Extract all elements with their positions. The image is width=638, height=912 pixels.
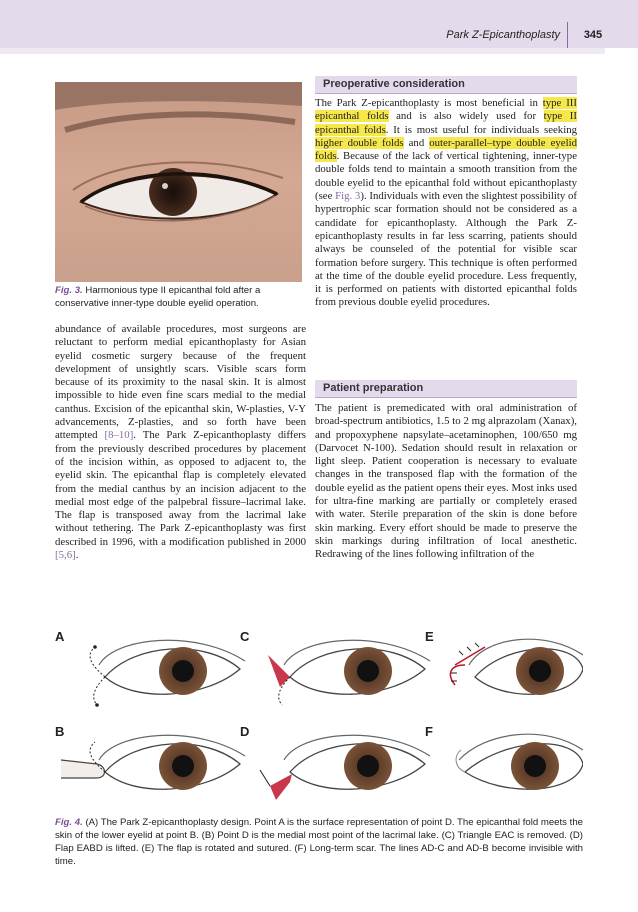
preoperative-text <box>315 97 577 310</box>
patient-preparation-paragraph: The patient is premedicated with oral administration of broad-spectrum antibiotics, 1.5 to 2 mg alprazolam (Xanax), and propoxyphene napsylate–acetaminophen, 100/650 mg (Darvocet N-100). Sedation should result in relaxation or light sleep. Patient cooperation is necessary to evaluate changes in the transposed flap with the formation of the double eyelid as the patient opens their eyes. Most inks used for ultra-fine marking are partially or completely erased with water. Sterile preparation of the skin is done before skin marking. Every effort should be made to preserve the skin markings during infiltration of local anesthetic. Redrawing of the lines following infiltration of the <box>315 402 577 561</box>
running-title: Park Z-Epicanthoplasty <box>446 29 560 41</box>
page-number: 345 <box>583 29 603 41</box>
text-run: ). Individuals with even the slightest possibility of hypertrophic scar formation should not be considered as a candidate for epicanthoplasty. Although the Park Z-epicanthoplasty results in far less scarring, patients should always be counseled of the potential for visible scar formation before surgery. This technique is often performed at the time of the double eyelid procedure. Less frequently, it is performed on patients with distorted epicanthal folds from previous double eyelid procedures. <box>315 190 577 309</box>
section-heading-patient-preparation <box>315 380 577 398</box>
section-heading-text: Patient preparation <box>323 382 424 394</box>
citation-link[interactable]: [8–10] <box>104 429 134 442</box>
section-heading-preoperative <box>315 76 577 94</box>
panel-letter-e: E <box>425 629 434 644</box>
header-divider <box>567 22 568 48</box>
left-paragraph <box>55 323 306 562</box>
fig4-caption-text: (A) The Park Z-epicanthoplasty design. Point A is the surface representation of point D. The epicanthal fold meets the skin of the lower eyelid at point B. (B) Point D is the medial most point of the lacrimal lake. (C) Triangle EAC is removed. (D) Flap EABD is lifted. (E) The flap is rotated and sutured. (F) Long-term scar. The lines AD-C and AD-B become invisible with time. <box>55 817 584 867</box>
text-run: The Park Z-epicanthoplasty is most beneficial in <box>315 97 543 109</box>
citation-link[interactable]: [5,6] <box>55 549 76 562</box>
text-run: . The Park Z-epicanthoplasty differs from the previously described procedures by placement of the incision within, as opposed to adjacent to, the eyelid skin. The epicanthal flap is completely elevated from the medial canthus by an incision adjacent to the medial most edge of the palpebral fissure–lacrimal lake. The flap is transposed away from the lacrimal lake without tethering. The Park Z-epicanthoplasty was first described in 1996, with a modification published in 2000 <box>55 429 306 548</box>
fig4-svg <box>55 625 583 810</box>
text-run: . <box>75 549 79 562</box>
fig3-caption <box>55 284 305 310</box>
fig4-panel-f <box>425 724 583 790</box>
panel-letter-f: F <box>425 724 433 739</box>
header-strip <box>0 48 605 54</box>
fig4-panel-b <box>55 724 245 790</box>
panel-letter-c: C <box>240 629 250 644</box>
text-run: abundance of available procedures, most surgeons are reluctant to perform medial epicanthoplasty for Asian eyelid cosmetic surgery because of the frequent development of unsightly scars. Visible scars form because of its proximity to the nasal skin. It is almost impossible to hide even fine scars medial to the medial canthus. Excision of the epicanthal skin, W-plasties, V-Y advancements, Z-plasties, and so forth have been attempted <box>55 323 306 442</box>
fig4-panel-d <box>240 724 430 800</box>
highlighted-text: type II epicanthal folds <box>315 110 577 136</box>
text-run: . Because of the lack of vertical tightening, inner-type double folds tend to maintain a smooth transition from the double eyelid to the epicanthal fold without epicanthoplasty (see <box>315 150 577 203</box>
fig4-panel-e <box>425 629 583 695</box>
patient-preparation-text <box>315 402 577 562</box>
panel-letter-b: B <box>55 724 65 739</box>
section-heading-text: Preoperative consideration <box>323 78 465 90</box>
highlighted-text: higher double folds <box>315 136 404 149</box>
fig4-diagram <box>55 625 583 810</box>
highlighted-text: type III epicanthal folds <box>315 97 577 123</box>
fig3-photo <box>55 82 302 282</box>
panel-letter-d: D <box>240 724 250 739</box>
fig3-label: Fig. 3. <box>55 285 83 296</box>
fig4-panel-a <box>55 629 245 707</box>
highlighted-text: outer-parallel–type double eyelid folds <box>315 136 577 163</box>
text-run: and <box>403 136 430 149</box>
figure-link[interactable]: Fig. 3 <box>335 190 361 203</box>
preoperative-paragraph <box>315 97 577 310</box>
text-run: . It is most useful for individuals seeking <box>385 123 577 136</box>
panel-letter-a: A <box>55 629 65 644</box>
fig4-caption <box>55 816 583 868</box>
left-column <box>55 323 306 562</box>
fig4-panel-c <box>240 629 430 705</box>
fig4-label: Fig. 4. <box>55 817 83 828</box>
eye-photo-image <box>55 82 302 282</box>
fig3-caption-text: Harmonious type II epicanthal fold after a conservative inner-type double eyelid operation. <box>55 285 261 309</box>
text-run: and is also widely used for <box>388 110 544 123</box>
